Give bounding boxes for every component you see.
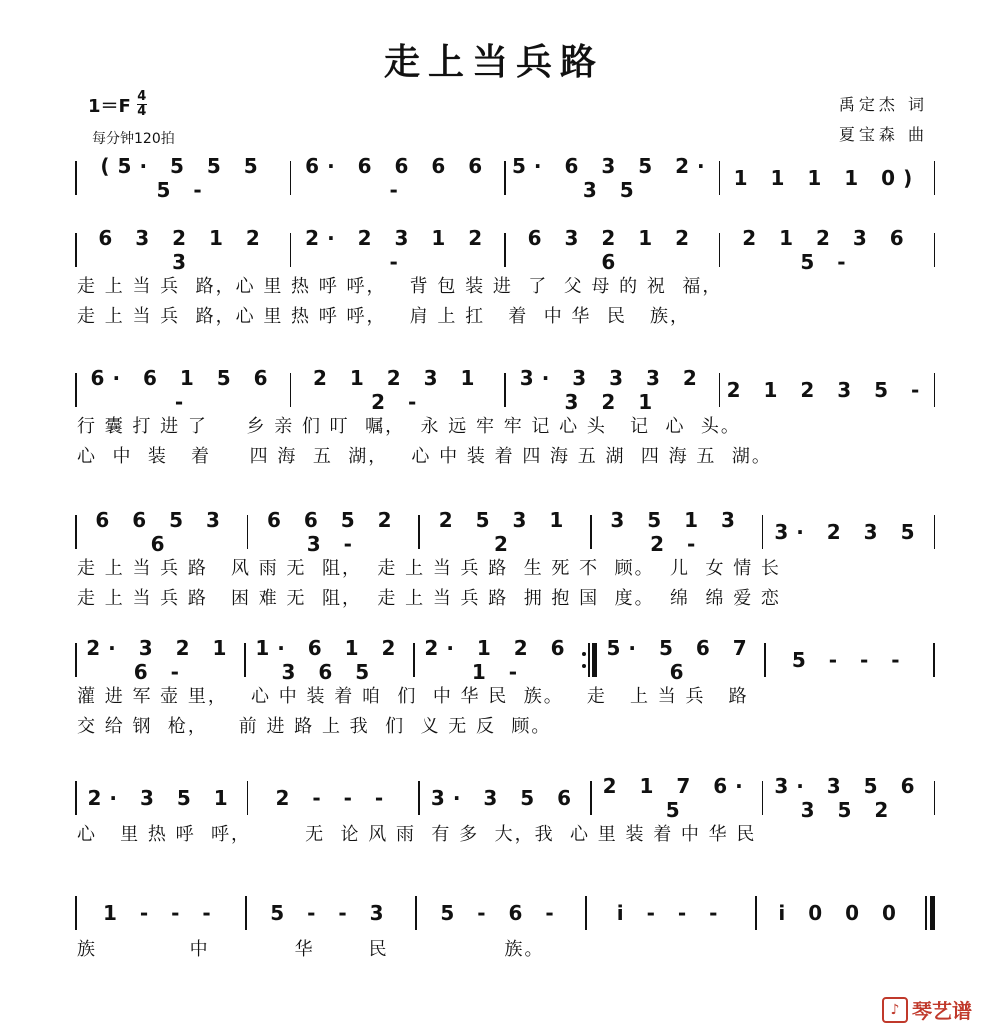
lyrics-text: 行 囊 打 进 了 乡 亲 们 叮 嘱， 永 远 牢 牢 记 心 头 记 心 头。 xyxy=(77,416,741,437)
measure-notes: 2 1 7 6· 5 xyxy=(602,774,751,822)
measure xyxy=(291,226,504,274)
measure-notes: 5· 6 3 5 2· 3 5 xyxy=(511,154,713,202)
lyrics-verse-2 xyxy=(75,710,935,740)
measure xyxy=(77,154,290,202)
measure xyxy=(247,893,416,933)
measure-notes: (5· 5 5 5 5 - xyxy=(100,154,266,202)
measure xyxy=(77,893,246,933)
lyrics-text: 交 给 钢 枪， 前 进 路 上 我 们 义 无 反 顾。 xyxy=(77,716,552,737)
lyrics-text: 走 上 当 兵 路，心 里 热 呼 呼， 肩 上 扛 着 中 华 民 族， xyxy=(77,306,691,327)
lyrics-text: 灌 进 军 壶 里， 心 中 装 着 咱 们 中 华 民 族。 走 上 当 兵 路 xyxy=(77,686,749,707)
measure-notes: 5 - - 3 xyxy=(270,901,392,925)
notation-line xyxy=(75,508,935,556)
measure xyxy=(77,636,245,684)
lyrics-text: 心 里 热 呼 呼， 无 论 风 雨 有 多 大，我 心 里 装 着 中 华 民 xyxy=(77,824,757,845)
measure-notes: 3· 3 5 6 xyxy=(430,786,580,810)
measure xyxy=(77,778,247,818)
measure-notes: 2 5 3 1 2 xyxy=(438,508,572,556)
measure xyxy=(766,640,934,680)
measure xyxy=(291,154,504,202)
lyrics-verse-2 xyxy=(75,300,935,330)
measure xyxy=(506,154,719,202)
barline xyxy=(934,515,936,549)
score-row xyxy=(75,636,935,740)
barline xyxy=(933,643,935,677)
measure xyxy=(763,774,933,822)
measure-notes: 2· 3 2 1 6 - xyxy=(86,636,235,684)
lyrics-text: 走 上 当 兵 路 困 难 无 阻， 走 上 当 兵 路 拥 抱 国 度。 绵 绵 爱 恋 xyxy=(77,588,781,609)
time-num: 4 xyxy=(137,89,147,104)
lyrics-verse-1 xyxy=(75,933,935,963)
barline xyxy=(934,161,936,195)
lyrics-verse-2 xyxy=(75,848,935,878)
lyrics-text: 走 上 当 兵 路 风 雨 无 阻， 走 上 当 兵 路 生 死 不 顾。 儿 女 情 长 xyxy=(77,558,781,579)
measure-notes: 6· 6 6 6 6 - xyxy=(305,154,491,202)
lyrics-verse-1 xyxy=(75,270,935,300)
measure-notes: 3· 3 5 6 3 5 2 xyxy=(774,774,923,822)
measure-notes: 2 - - - xyxy=(275,786,392,810)
notation-line xyxy=(75,893,935,933)
notation-line xyxy=(75,636,935,684)
measure xyxy=(77,226,290,274)
measure-notes: 5 - - - xyxy=(791,648,908,672)
lyrics-verse-1 xyxy=(75,680,935,710)
measure-notes: 6· 6 1 5 6 - xyxy=(90,366,276,414)
barline xyxy=(934,233,936,267)
measure-notes: i 0 0 0 xyxy=(778,901,904,925)
barline xyxy=(934,781,936,815)
watermark-logo xyxy=(882,995,972,1024)
notation-line xyxy=(75,226,935,274)
score-row xyxy=(75,774,935,878)
measure xyxy=(417,893,586,933)
measure xyxy=(592,508,762,556)
measure xyxy=(248,778,418,818)
measure-notes: 2· 1 2 6 1 - xyxy=(424,636,573,684)
measure-notes: 3· 3 3 3 2 3 2 1 xyxy=(519,366,705,414)
measure-notes: 1· 6 1 2 3 6 5 xyxy=(255,636,404,684)
measure xyxy=(592,774,762,822)
measure xyxy=(420,508,590,556)
measure-notes: 2· 3 5 1 xyxy=(87,786,236,810)
score-row xyxy=(75,226,935,330)
measure xyxy=(415,636,583,684)
key-label: 1＝F xyxy=(88,95,131,117)
score-row xyxy=(75,893,935,993)
measure-notes: 5 - 6 - xyxy=(440,901,562,925)
lyrics-verse-1 xyxy=(75,198,935,228)
measure xyxy=(720,370,933,410)
measure-notes: 6 3 2 1 2 6 xyxy=(527,226,698,274)
measure-notes: 2 1 2 3 5 - xyxy=(726,378,928,402)
lyrics-verse-1 xyxy=(75,410,935,440)
measure-notes: 5· 5 6 7 6 xyxy=(606,636,755,684)
song-title: 走上当兵路 xyxy=(383,41,604,83)
measure xyxy=(246,636,414,684)
measure xyxy=(420,778,590,818)
measure xyxy=(506,366,719,414)
time-den: 4 xyxy=(137,104,147,119)
measure-notes: 2 1 2 3 1 2 - xyxy=(312,366,483,414)
measure-notes: 3 5 1 3 2 - xyxy=(610,508,743,556)
lyrics-verse-2 xyxy=(75,440,935,470)
score-row xyxy=(75,366,935,470)
logo-text: 琴艺谱 xyxy=(912,999,972,1023)
final-barline xyxy=(925,896,935,930)
repeat-barline xyxy=(582,643,597,677)
barline xyxy=(934,373,936,407)
notation-line xyxy=(75,154,935,202)
logo-icon: ♪ xyxy=(882,997,908,1023)
measure-notes: 6 6 5 2 3 - xyxy=(267,508,400,556)
measure-notes: 1 - - - xyxy=(102,901,219,925)
lyricist-credit: 禹定杰 词 xyxy=(838,95,928,114)
measure-notes: 3· 2 3 5 xyxy=(774,520,923,544)
measure xyxy=(720,226,933,274)
measure xyxy=(597,636,765,684)
notation-line xyxy=(75,366,935,414)
measure xyxy=(77,508,247,556)
lyrics-text: 心 中 装 着 四 海 五 湖， 心 中 装 着 四 海 五 湖 四 海 五 湖。 xyxy=(77,446,772,467)
measure xyxy=(587,893,756,933)
measure-notes: 2 1 2 3 6 5 - xyxy=(742,226,912,274)
key-signature xyxy=(88,90,147,119)
measure xyxy=(291,366,504,414)
measure-notes: 6 6 5 3 6 xyxy=(95,508,228,556)
measure xyxy=(757,893,926,933)
measure-notes: 1 1 1 1 0) xyxy=(733,166,921,190)
measure-notes: 6 3 2 1 2 3 xyxy=(98,226,268,274)
tempo-marking: 每分钟120拍 xyxy=(92,131,175,147)
lyrics-verse-2 xyxy=(75,582,935,612)
lyrics-verse-2 xyxy=(75,963,935,993)
measure xyxy=(763,512,933,552)
notation-line xyxy=(75,774,935,822)
measure xyxy=(248,508,418,556)
lyrics-verse-1 xyxy=(75,552,935,582)
lyrics-text: 走 上 当 兵 路，心 里 热 呼 呼， 背 包 装 进 了 父 母 的 祝 福， xyxy=(77,276,723,297)
lyrics-text: 族 中 华 民 族。 xyxy=(77,939,545,960)
lyrics-verse-1 xyxy=(75,818,935,848)
composer-credit: 夏宝森 曲 xyxy=(838,125,928,144)
measure-notes: 2· 2 3 1 2 - xyxy=(305,226,491,274)
measure xyxy=(720,158,933,198)
measure xyxy=(506,226,719,274)
time-signature xyxy=(137,90,147,119)
measure-notes: i - - - xyxy=(616,901,726,925)
measure xyxy=(77,366,290,414)
score-row xyxy=(75,508,935,612)
